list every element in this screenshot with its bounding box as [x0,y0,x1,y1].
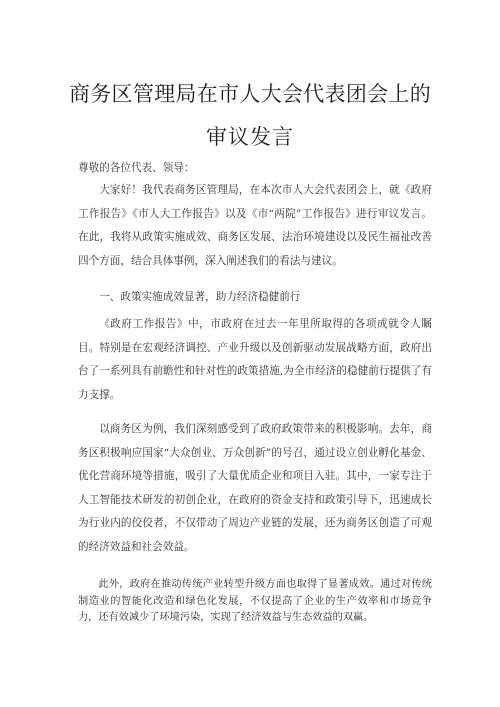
document-title-line-2: 审议发言 [206,125,294,149]
document-title-line-1: 商务区管理局在市人大会代表团会上的 [68,82,432,106]
paragraph-intro: 大家好！我代表商务区管理局，在本次市人大会代表团会上，就《政府工作报告》《市人大工作报告》以及《市“两院”工作报告》进行审议发言。在此，我将从政策实施成效、商务区发展、法治环境建设以及民生福祉改善四个方面，结合具体事例，深入阐述我们的看法与建议。 [78,184,432,267]
paragraph-policy-achievements: 《政府工作报告》中，市政府在过去一年里所取得的各项成就令人瞩目。特别是在宏观经济调控、产业升级以及创新驱动发展战略方面，政府出台了一系列具有前瞻性和针对性的政策措施,为全市经济的稳健前行提供了有力支撑。 [78,318,432,401]
salutation: 尊敬的各位代表、领导： [78,162,195,174]
paragraph-industry-upgrade: 此外，政府在推动传统产业转型升级方面也取得了显著成效。通过对传统制造业的智能化改造和绿色化发展，不仅提高了企业的生产效率和市场竞争力，还有效减少了环境污染，实现了经济效益与生态效益的双赢。 [78,579,432,623]
paragraph-business-district-example: 以商务区为例，我们深刻感受到了政府政策带来的积极影响。去年，商务区积极响应国家“大众创业、万众创新”的号召，通过设立创业孵化基金、优化营商环境等措施，吸引了大量优质企业和项目入驻。其中，一家专注于人工智能技术研发的初创企业，在政府的资金支持和政策引导下，迅速成长为行业内的佼佼者，不仅带动了周边产业链的发展，还为商务区创造了可观的经济效益和社会效益。 [78,423,432,553]
section-heading-1: 一、政策实施成效显著，助力经济稳健前行 [99,291,301,303]
